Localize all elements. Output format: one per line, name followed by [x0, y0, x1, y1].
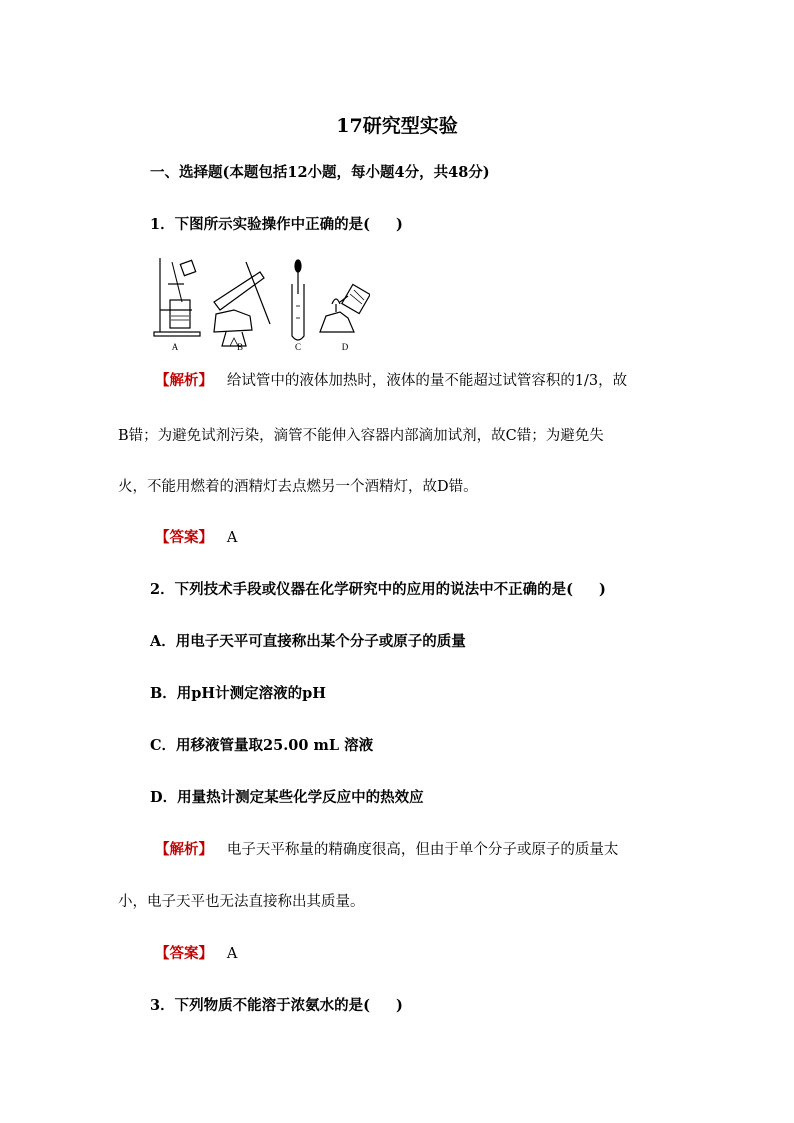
q1-analysis-line-2: B错；为避免试剂污染，滴管不能伸入容器内部滴加试剂，故C错；为避免失 [118, 428, 604, 444]
answer-tag: 【答案】 [155, 529, 213, 546]
q2-analysis-line-2: 小，电子天平也无法直接称出其质量。 [118, 894, 365, 910]
apparatus-c-dropper-icon [292, 260, 304, 340]
figure-label-a: A [171, 342, 179, 352]
q2-option-d: D．用量热计测定某些化学反应中的热效应 [150, 789, 424, 806]
q1-analysis-line-1: 【解析】 给试管中的液体加热时，液体的量不能超过试管容积的1/3，故 [155, 372, 628, 389]
q2-option-b: B．用pH计测定溶液的pH [150, 685, 326, 702]
question-3-stem: 3．下列物质不能溶于浓氨水的是( ) [150, 997, 403, 1014]
question-1-stem: 1．下图所示实验操作中正确的是( ) [150, 216, 403, 233]
analysis-tag: 【解析】 [155, 372, 213, 389]
apparatus-b-heating-tube-icon [214, 262, 270, 346]
page-title: 17研究型实验 [336, 115, 458, 137]
q2-option-c: C．用移液管量取25.00 mL 溶液 [150, 737, 374, 754]
answer-tag: 【答案】 [155, 945, 213, 962]
q2-option-a: A．用电子天平可直接称出某个分子或原子的质量 [150, 633, 466, 650]
q2-answer: 【答案】 A [155, 945, 238, 962]
apparatus-d-two-lamps-icon [320, 284, 370, 332]
q1-analysis-line-3: 火，不能用燃着的酒精灯去点燃另一个酒精灯，故D错。 [118, 479, 478, 495]
lab-apparatus-figure [150, 254, 370, 354]
q2-analysis-line-1: 【解析】 电子天平称量的精确度很高，但由于单个分子或原子的质量太 [155, 841, 619, 858]
question-2-stem: 2．下列技术手段或仪器在化学研究中的应用的说法中不正确的是( ) [150, 581, 606, 598]
apparatus-a-pouring-icon [154, 258, 200, 336]
q1-answer: 【答案】 A [155, 529, 238, 546]
figure-label-b: B [236, 342, 244, 352]
analysis-tag: 【解析】 [155, 841, 213, 858]
section-heading: 一、选择题(本题包括12小题，每小题4分，共48分) [150, 164, 490, 181]
figure-label-d: D [341, 342, 349, 352]
figure-label-c: C [294, 342, 302, 352]
